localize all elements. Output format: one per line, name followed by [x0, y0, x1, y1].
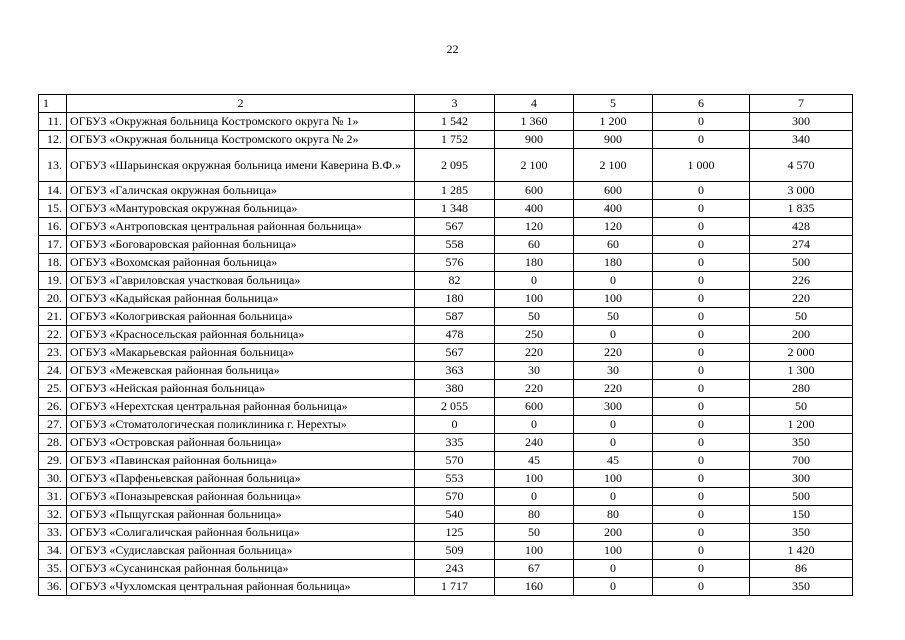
institution-name-cell: ОГБУЗ «Нерехтская центральная районная больница»	[67, 398, 415, 416]
value-cell-6: 0	[653, 236, 750, 254]
value-cell-6: 0	[653, 308, 750, 326]
value-cell-3: 553	[415, 470, 495, 488]
value-cell-4: 600	[495, 182, 574, 200]
value-cell-4: 400	[495, 200, 574, 218]
table-row	[39, 272, 853, 290]
value-cell-6: 0	[653, 362, 750, 380]
value-cell-6: 0	[653, 200, 750, 218]
value-cell-3: 1 285	[415, 182, 495, 200]
row-number-cell: 32.	[39, 506, 67, 524]
value-cell-6: 0	[653, 113, 750, 131]
value-cell-6: 0	[653, 560, 750, 578]
value-cell-3: 1 752	[415, 131, 495, 149]
value-cell-7: 50	[750, 308, 853, 326]
value-cell-6: 0	[653, 272, 750, 290]
value-cell-3: 567	[415, 218, 495, 236]
value-cell-4: 60	[495, 236, 574, 254]
value-cell-6: 0	[653, 542, 750, 560]
table-row	[39, 488, 853, 506]
value-cell-4: 50	[495, 524, 574, 542]
value-cell-4: 0	[495, 416, 574, 434]
value-cell-3: 576	[415, 254, 495, 272]
value-cell-3: 478	[415, 326, 495, 344]
value-cell-3: 570	[415, 452, 495, 470]
value-cell-6: 0	[653, 434, 750, 452]
table-row	[39, 326, 853, 344]
row-number-cell: 23.	[39, 344, 67, 362]
row-number-cell: 22.	[39, 326, 67, 344]
value-cell-7: 274	[750, 236, 853, 254]
value-cell-7: 300	[750, 470, 853, 488]
value-cell-6: 0	[653, 218, 750, 236]
row-number-cell: 14.	[39, 182, 67, 200]
value-cell-5: 220	[574, 344, 653, 362]
value-cell-7: 280	[750, 380, 853, 398]
value-cell-5: 50	[574, 308, 653, 326]
value-cell-5: 220	[574, 380, 653, 398]
value-cell-7: 350	[750, 578, 853, 596]
data-table	[38, 94, 853, 596]
row-number-cell: 13.	[39, 149, 67, 182]
value-cell-6: 0	[653, 344, 750, 362]
header-cell: 7	[750, 95, 853, 113]
row-number-cell: 28.	[39, 434, 67, 452]
institution-name-cell: ОГБУЗ «Нейская районная больница»	[67, 380, 415, 398]
header-cell: 3	[415, 95, 495, 113]
value-cell-5: 120	[574, 218, 653, 236]
value-cell-5: 400	[574, 200, 653, 218]
institution-name-cell: ОГБУЗ «Кадыйская районная больница»	[67, 290, 415, 308]
row-number-cell: 16.	[39, 218, 67, 236]
value-cell-4: 45	[495, 452, 574, 470]
institution-name-cell: ОГБУЗ «Боговаровская районная больница»	[67, 236, 415, 254]
institution-name-cell: ОГБУЗ «Гавриловская участковая больница»	[67, 272, 415, 290]
value-cell-7: 500	[750, 254, 853, 272]
value-cell-4: 160	[495, 578, 574, 596]
institution-name-cell: ОГБУЗ «Межевская районная больница»	[67, 362, 415, 380]
value-cell-4: 240	[495, 434, 574, 452]
value-cell-4: 100	[495, 542, 574, 560]
value-cell-7: 86	[750, 560, 853, 578]
page-number: 22	[446, 42, 459, 56]
value-cell-7: 350	[750, 434, 853, 452]
value-cell-4: 180	[495, 254, 574, 272]
table-row	[39, 416, 853, 434]
value-cell-5: 100	[574, 542, 653, 560]
institution-name-cell: ОГБУЗ «Чухломская центральная районная больница»	[67, 578, 415, 596]
table-row	[39, 380, 853, 398]
value-cell-6: 0	[653, 398, 750, 416]
value-cell-3: 1 717	[415, 578, 495, 596]
value-cell-6: 0	[653, 506, 750, 524]
row-number-cell: 18.	[39, 254, 67, 272]
institution-name-cell: ОГБУЗ «Галичская окружная больница»	[67, 182, 415, 200]
value-cell-4: 30	[495, 362, 574, 380]
value-cell-7: 340	[750, 131, 853, 149]
value-cell-7: 200	[750, 326, 853, 344]
header-cell: 1	[39, 95, 67, 113]
value-cell-3: 380	[415, 380, 495, 398]
value-cell-6: 0	[653, 416, 750, 434]
value-cell-4: 0	[495, 272, 574, 290]
row-number-cell: 20.	[39, 290, 67, 308]
table-row	[39, 506, 853, 524]
value-cell-6: 0	[653, 182, 750, 200]
value-cell-3: 0	[415, 416, 495, 434]
value-cell-6: 0	[653, 380, 750, 398]
value-cell-5: 80	[574, 506, 653, 524]
table-row	[39, 344, 853, 362]
value-cell-5: 600	[574, 182, 653, 200]
table-body	[39, 95, 853, 596]
value-cell-7: 1 420	[750, 542, 853, 560]
value-cell-7: 226	[750, 272, 853, 290]
row-number-cell: 29.	[39, 452, 67, 470]
header-cell: 6	[653, 95, 750, 113]
institution-name-cell: ОГБУЗ «Красносельская районная больница»	[67, 326, 415, 344]
table-row	[39, 290, 853, 308]
value-cell-7: 3 000	[750, 182, 853, 200]
value-cell-4: 1 360	[495, 113, 574, 131]
institution-name-cell: ОГБУЗ «Поназыревская районная больница»	[67, 488, 415, 506]
institution-name-cell: ОГБУЗ «Солигаличская районная больница»	[67, 524, 415, 542]
table-row	[39, 560, 853, 578]
value-cell-3: 2 055	[415, 398, 495, 416]
value-cell-5: 30	[574, 362, 653, 380]
row-number-cell: 17.	[39, 236, 67, 254]
value-cell-3: 363	[415, 362, 495, 380]
row-number-cell: 11.	[39, 113, 67, 131]
value-cell-3: 335	[415, 434, 495, 452]
row-number-cell: 36.	[39, 578, 67, 596]
value-cell-3: 125	[415, 524, 495, 542]
institution-name-cell: ОГБУЗ «Вохомская районная больница»	[67, 254, 415, 272]
value-cell-6: 0	[653, 452, 750, 470]
institution-name-cell: ОГБУЗ «Антроповская центральная районная больница»	[67, 218, 415, 236]
table-row	[39, 362, 853, 380]
table-row	[39, 218, 853, 236]
row-number-cell: 30.	[39, 470, 67, 488]
table-row	[39, 470, 853, 488]
institution-name-cell: ОГБУЗ «Островская районная больница»	[67, 434, 415, 452]
header-cell: 2	[67, 95, 415, 113]
value-cell-4: 67	[495, 560, 574, 578]
value-cell-4: 2 100	[495, 149, 574, 182]
value-cell-7: 50	[750, 398, 853, 416]
value-cell-4: 220	[495, 344, 574, 362]
table-row	[39, 308, 853, 326]
value-cell-4: 100	[495, 290, 574, 308]
table-header-row	[39, 95, 853, 113]
value-cell-3: 570	[415, 488, 495, 506]
institution-name-cell: ОГБУЗ «Парфеньевская районная больница»	[67, 470, 415, 488]
value-cell-4: 0	[495, 488, 574, 506]
value-cell-3: 243	[415, 560, 495, 578]
row-number-cell: 24.	[39, 362, 67, 380]
value-cell-5: 900	[574, 131, 653, 149]
table-row	[39, 236, 853, 254]
value-cell-4: 600	[495, 398, 574, 416]
row-number-cell: 26.	[39, 398, 67, 416]
value-cell-7: 2 000	[750, 344, 853, 362]
value-cell-5: 1 200	[574, 113, 653, 131]
table-row	[39, 452, 853, 470]
table-row	[39, 200, 853, 218]
value-cell-3: 82	[415, 272, 495, 290]
value-cell-5: 0	[574, 488, 653, 506]
value-cell-7: 1 200	[750, 416, 853, 434]
value-cell-5: 0	[574, 560, 653, 578]
value-cell-4: 120	[495, 218, 574, 236]
institution-name-cell: ОГБУЗ «Макарьевская районная больница»	[67, 344, 415, 362]
value-cell-5: 300	[574, 398, 653, 416]
table-row	[39, 524, 853, 542]
value-cell-5: 0	[574, 326, 653, 344]
value-cell-6: 0	[653, 470, 750, 488]
value-cell-3: 567	[415, 344, 495, 362]
header-cell: 5	[574, 95, 653, 113]
value-cell-3: 180	[415, 290, 495, 308]
value-cell-4: 50	[495, 308, 574, 326]
value-cell-5: 0	[574, 578, 653, 596]
value-cell-6: 0	[653, 254, 750, 272]
row-number-cell: 33.	[39, 524, 67, 542]
value-cell-7: 428	[750, 218, 853, 236]
value-cell-5: 200	[574, 524, 653, 542]
header-cell: 4	[495, 95, 574, 113]
value-cell-4: 220	[495, 380, 574, 398]
value-cell-6: 0	[653, 578, 750, 596]
value-cell-5: 0	[574, 272, 653, 290]
table-row	[39, 578, 853, 596]
value-cell-7: 4 570	[750, 149, 853, 182]
value-cell-3: 558	[415, 236, 495, 254]
row-number-cell: 35.	[39, 560, 67, 578]
value-cell-5: 100	[574, 470, 653, 488]
value-cell-3: 1 542	[415, 113, 495, 131]
value-cell-4: 80	[495, 506, 574, 524]
institution-name-cell: ОГБУЗ «Мантуровская окружная больница»	[67, 200, 415, 218]
row-number-cell: 27.	[39, 416, 67, 434]
value-cell-7: 700	[750, 452, 853, 470]
value-cell-7: 1 835	[750, 200, 853, 218]
row-number-cell: 34.	[39, 542, 67, 560]
row-number-cell: 31.	[39, 488, 67, 506]
value-cell-6: 0	[653, 131, 750, 149]
value-cell-6: 1 000	[653, 149, 750, 182]
institution-name-cell: ОГБУЗ «Павинская районная больница»	[67, 452, 415, 470]
table-row	[39, 182, 853, 200]
institution-name-cell: ОГБУЗ «Пыщугская районная больница»	[67, 506, 415, 524]
value-cell-3: 587	[415, 308, 495, 326]
value-cell-6: 0	[653, 290, 750, 308]
value-cell-4: 900	[495, 131, 574, 149]
table-row	[39, 131, 853, 149]
value-cell-7: 1 300	[750, 362, 853, 380]
value-cell-5: 60	[574, 236, 653, 254]
row-number-cell: 21.	[39, 308, 67, 326]
value-cell-6: 0	[653, 326, 750, 344]
value-cell-3: 509	[415, 542, 495, 560]
value-cell-5: 0	[574, 434, 653, 452]
value-cell-7: 220	[750, 290, 853, 308]
value-cell-3: 1 348	[415, 200, 495, 218]
value-cell-3: 2 095	[415, 149, 495, 182]
table-row	[39, 254, 853, 272]
institution-name-cell: ОГБУЗ «Шарьинская окружная больница имени Каверина В.Ф.»	[67, 149, 415, 182]
value-cell-5: 2 100	[574, 149, 653, 182]
row-number-cell: 25.	[39, 380, 67, 398]
institution-name-cell: ОГБУЗ «Кологривская районная больница»	[67, 308, 415, 326]
value-cell-4: 250	[495, 326, 574, 344]
table-row	[39, 398, 853, 416]
row-number-cell: 12.	[39, 131, 67, 149]
value-cell-3: 540	[415, 506, 495, 524]
value-cell-5: 180	[574, 254, 653, 272]
institution-name-cell: ОГБУЗ «Окружная больница Костромского округа № 1»	[67, 113, 415, 131]
row-number-cell: 15.	[39, 200, 67, 218]
table-row	[39, 149, 853, 182]
value-cell-7: 500	[750, 488, 853, 506]
value-cell-6: 0	[653, 488, 750, 506]
value-cell-6: 0	[653, 524, 750, 542]
row-number-cell: 19.	[39, 272, 67, 290]
value-cell-7: 350	[750, 524, 853, 542]
table-row	[39, 434, 853, 452]
value-cell-5: 100	[574, 290, 653, 308]
value-cell-7: 300	[750, 113, 853, 131]
table-row	[39, 113, 853, 131]
value-cell-5: 0	[574, 416, 653, 434]
value-cell-7: 150	[750, 506, 853, 524]
institution-name-cell: ОГБУЗ «Судиславская районная больница»	[67, 542, 415, 560]
value-cell-5: 45	[574, 452, 653, 470]
value-cell-4: 100	[495, 470, 574, 488]
institution-name-cell: ОГБУЗ «Окружная больница Костромского округа № 2»	[67, 131, 415, 149]
institution-name-cell: ОГБУЗ «Сусанинская районная больница»	[67, 560, 415, 578]
table-row	[39, 542, 853, 560]
institution-name-cell: ОГБУЗ «Стоматологическая поликлиника г. Нерехты»	[67, 416, 415, 434]
